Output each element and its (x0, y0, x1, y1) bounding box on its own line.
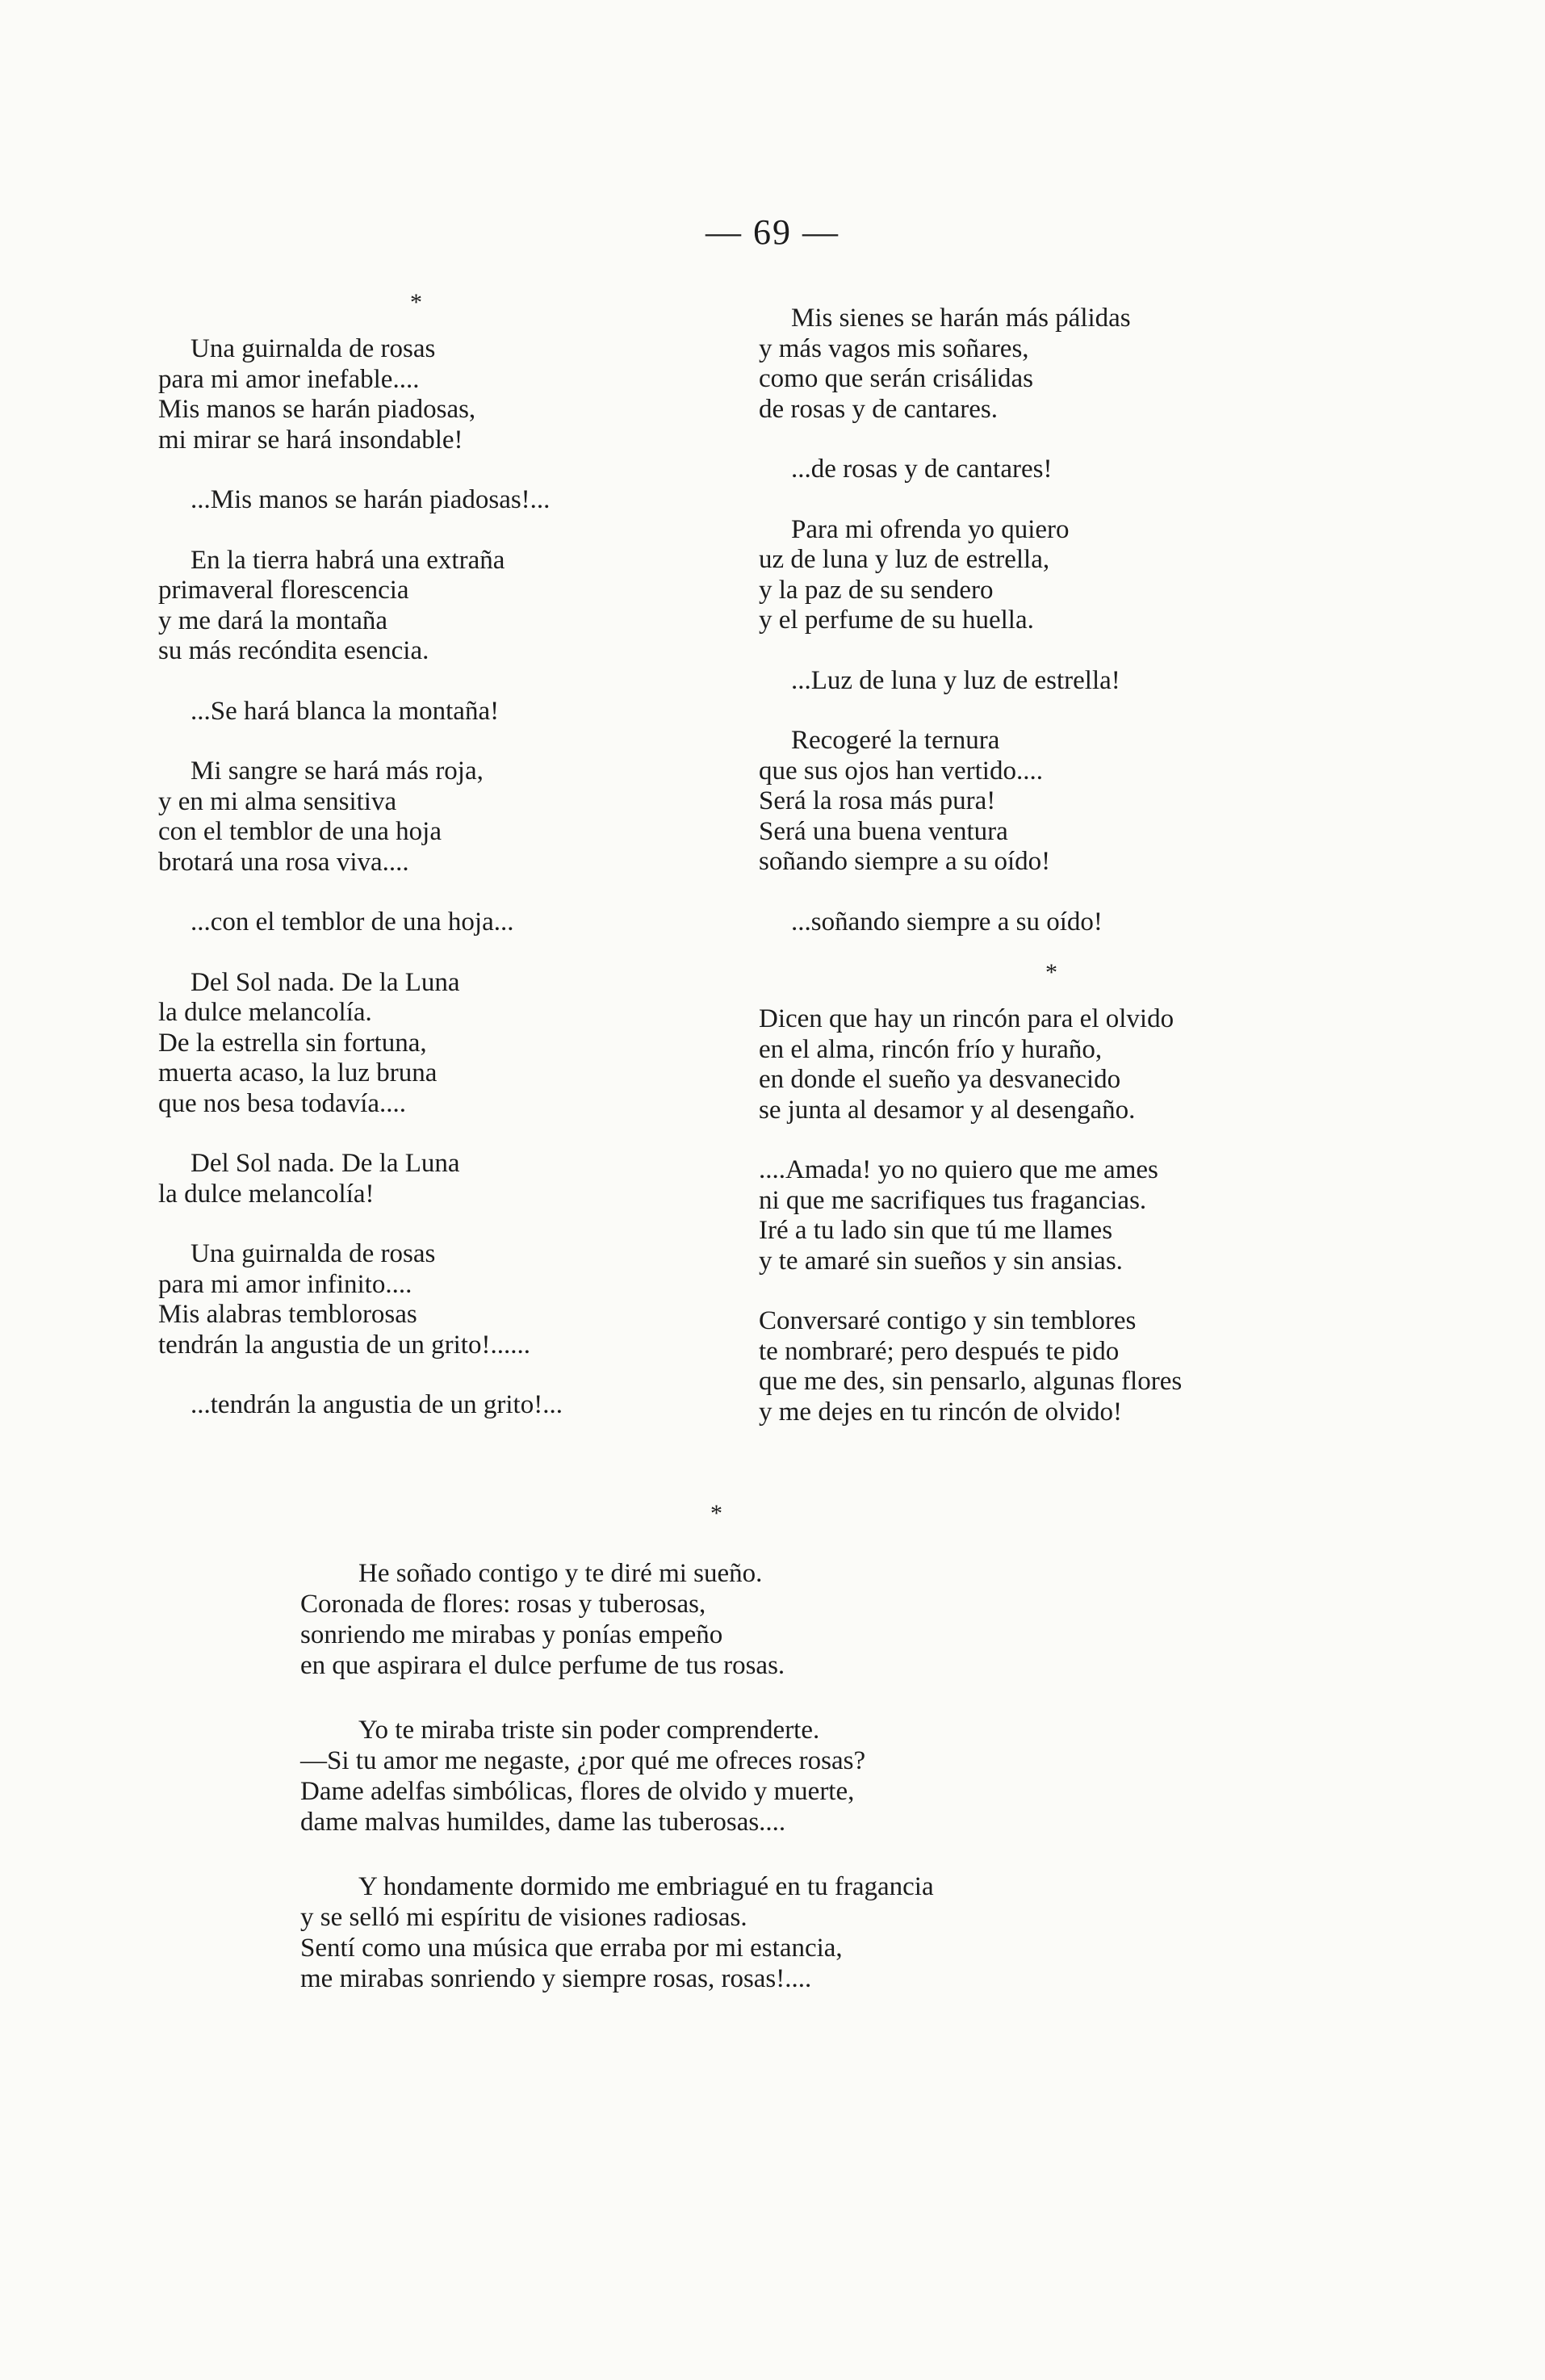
refrain-line: ...tendrán la angustia de un grito!... (191, 1390, 563, 1419)
verse-line: muerta acaso, la luz bruna (158, 1058, 438, 1087)
verse-line: de rosas y de cantares. (759, 394, 998, 424)
verse-line: la dulce melancolía! (158, 1179, 375, 1209)
refrain-line: ...de rosas y de cantares! (791, 455, 1053, 484)
stanza (158, 546, 723, 667)
stanza (158, 756, 723, 878)
verse-line: Coronada de flores: rosas y tuberosas, (300, 1590, 706, 1619)
verse-line: en el alma, rincón frío y huraño, (759, 1034, 1103, 1064)
verse-line: y te amaré sin sueños y sin ansias. (759, 1246, 1123, 1276)
verse-line: que nos besa todavía.... (158, 1088, 407, 1118)
verse-line: te nombraré; pero después te pido (759, 1336, 1120, 1366)
verse-line: ni que me sacrifiques tus fragancias. (759, 1185, 1147, 1215)
verse-line: Del Sol nada. De la Luna (191, 1149, 460, 1178)
verse-line: primaveral florescencia (158, 576, 409, 605)
verse-line: con el temblor de una hoja (158, 817, 442, 846)
verse-line: Iré a tu lado sin que tú me llames (759, 1216, 1113, 1245)
verse-line: ....Amada! yo no quiero que me ames (759, 1155, 1158, 1184)
verse-line: que sus ojos han vertido.... (759, 756, 1043, 786)
verse-line: se junta al desamor y al desengaño. (759, 1095, 1136, 1125)
verse-line: su más recóndita esencia. (158, 636, 429, 665)
page-number: — 69 — (706, 212, 839, 252)
stanza (300, 1715, 1301, 1837)
verse-line: Yo te miraba triste sin poder comprenderte. (358, 1716, 820, 1745)
verse-line: brotará una rosa viva.... (158, 847, 409, 877)
verse-line: me mirabas sonriendo y siempre rosas, rosas!.... (300, 1964, 812, 1993)
verse-line: Y hondamente dormido me embriagué en tu fragancia (358, 1872, 934, 1901)
verse-line: en que aspirara el dulce perfume de tus rosas. (300, 1651, 785, 1680)
verse-line: para mi amor inefable.... (158, 364, 420, 394)
verse-line: tendrán la angustia de un grito!...... (158, 1330, 530, 1360)
verse-line: Mis alabras temblorosas (158, 1300, 417, 1329)
stanza (300, 1558, 1301, 1681)
verse-line: En la tierra habrá una extraña (191, 545, 505, 575)
verse-line: Recogeré la ternura (791, 726, 1000, 755)
refrain-line: ...soñando siempre a su oído! (791, 907, 1103, 936)
verse-line: que me des, sin pensarlo, algunas flores (759, 1367, 1183, 1396)
verse-line: en donde el sueño ya desvanecido (759, 1065, 1121, 1094)
stanza (158, 334, 723, 455)
verse-line: y en mi alma sensitiva (158, 786, 397, 816)
verse-line: —Si tu amor me negaste, ¿por qué me ofreces rosas? (300, 1746, 866, 1775)
verse-line: y me dará la montaña (158, 605, 388, 635)
refrain-line: ...Mis manos se harán piadosas!... (191, 485, 551, 514)
left-column (158, 291, 723, 1451)
verse-line: He soñado contigo y te diré mi sueño. (358, 1559, 763, 1588)
verse-line: Conversaré contigo y sin temblores (759, 1306, 1137, 1335)
verse-line: la dulce melancolía. (158, 998, 372, 1027)
refrain-line: ...con el temblor de una hoja... (191, 907, 514, 936)
verse-line: sonriendo me mirabas y ponías empeño (300, 1620, 723, 1649)
section-asterisk: * (1045, 959, 1057, 986)
right-column (759, 304, 1372, 1457)
stanza (759, 515, 1372, 636)
verse-line: Mis manos se harán piadosas, (158, 395, 476, 424)
refrain-line: ...Se hará blanca la montaña! (191, 696, 500, 726)
verse-line: Una guirnalda de rosas (191, 1239, 436, 1268)
stanza (158, 968, 723, 1120)
stanza (158, 1239, 723, 1360)
section-asterisk: * (410, 289, 422, 316)
verse-line: como que serán crisálidas (759, 364, 1033, 393)
stanza (759, 1155, 1372, 1276)
stanza (759, 1306, 1372, 1427)
bottom-section (300, 1502, 1301, 2028)
verse-line: uz de luna y luz de estrella, (759, 545, 1050, 574)
verse-line: dame malvas humildes, dame las tuberosas.... (300, 1808, 786, 1837)
verse-line: Dicen que hay un rincón para el olvido (759, 1004, 1174, 1033)
verse-line: y más vagos mis soñares, (759, 333, 1029, 363)
verse-line: y el perfume de su huella. (759, 605, 1034, 635)
verse-line: y la paz de su sendero (759, 575, 994, 605)
stanza (759, 726, 1372, 878)
verse-line: Mi sangre se hará más roja, (191, 756, 484, 786)
verse-line: Del Sol nada. De la Luna (191, 967, 460, 997)
verse-line: Dame adelfas simbólicas, flores de olvido y muerte, (300, 1777, 855, 1806)
section-asterisk: * (710, 1500, 722, 1527)
verse-line: De la estrella sin fortuna, (158, 1028, 427, 1058)
stanza (158, 1149, 723, 1209)
verse-line: Para mi ofrenda yo quiero (791, 514, 1070, 544)
refrain-line: ...Luz de luna y luz de estrella! (791, 665, 1120, 695)
verse-line: para mi amor infinito.... (158, 1269, 412, 1299)
verse-line: Será la rosa más pura! (759, 786, 996, 815)
verse-line: Será una buena ventura (759, 816, 1008, 846)
verse-line: y me dejes en tu rincón de olvido! (759, 1397, 1122, 1427)
verse-line: Sentí como una música que erraba por mi estancia, (300, 1934, 843, 1963)
stanza (759, 1004, 1372, 1125)
verse-line: y se selló mi espíritu de visiones radiosas. (300, 1903, 747, 1932)
stanza (759, 304, 1372, 425)
verse-line: Mis sienes se harán más pálidas (791, 304, 1131, 333)
verse-line: Una guirnalda de rosas (191, 334, 436, 363)
verse-line: mi mirar se hará insondable! (158, 425, 463, 455)
verse-line: soñando siempre a su oído! (759, 847, 1051, 876)
stanza (300, 1871, 1301, 1994)
